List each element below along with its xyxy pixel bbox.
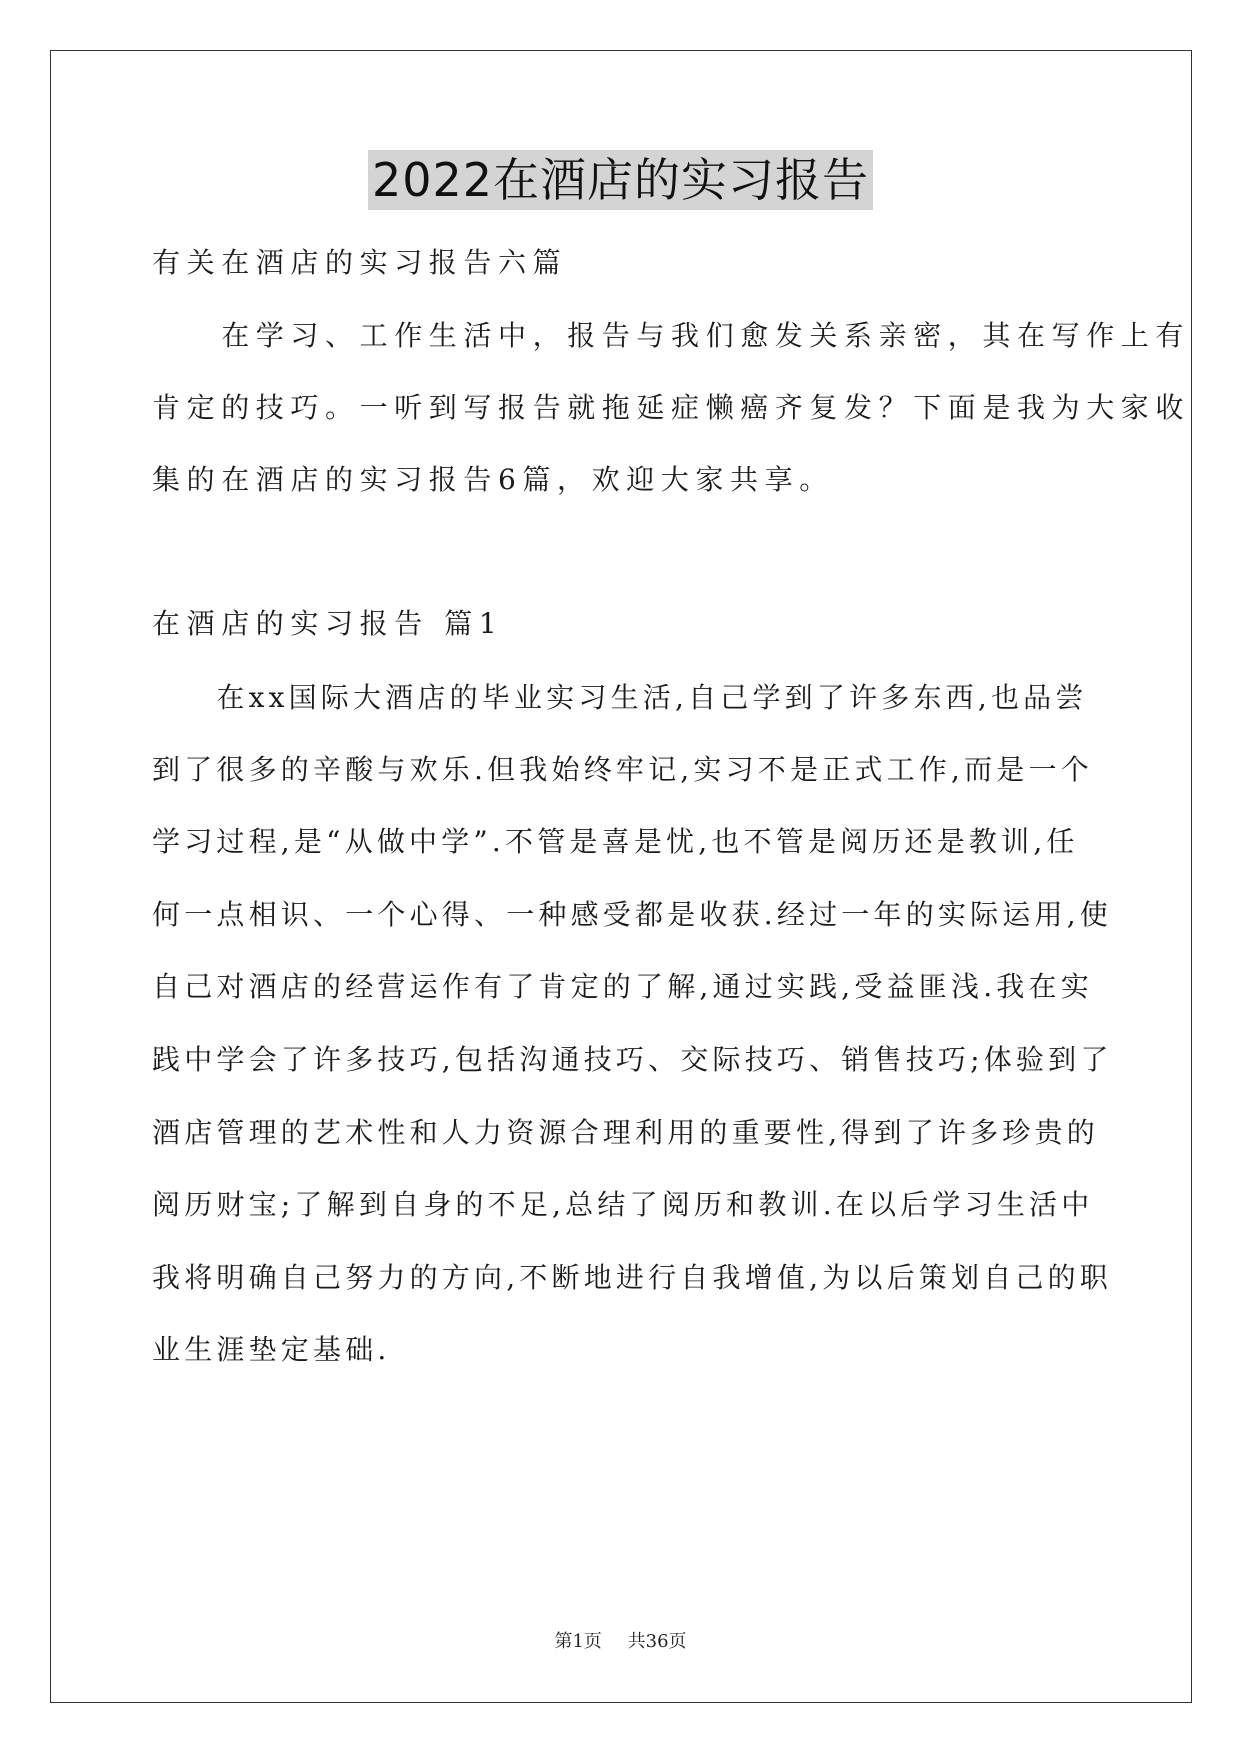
body-line: 践中学会了许多技巧,包括沟通技巧、交际技巧、销售技巧;体验到了: [152, 1043, 1113, 1076]
page-footer: [0, 1627, 1241, 1653]
body-line: 我将明确自己努力的方向,不断地进行自我增值,为以后策划自己的职: [152, 1261, 1113, 1294]
intro-line: 肯定的技巧。一听到写报告就拖延症懒癌齐复发？下面是我为大家收: [152, 391, 1191, 424]
page-frame: [50, 50, 1192, 1703]
document-subtitle: 有关在酒店的实习报告六篇: [152, 246, 568, 279]
page-number: 第1页: [554, 1631, 602, 1652]
intro-line: 在学习、工作生活中，报告与我们愈发关系亲密，其在写作上有: [152, 319, 1191, 352]
body-line: 何一点相识、一个心得、一种感受都是收获.经过一年的实际运用,使: [152, 898, 1113, 931]
title-wrap: [0, 150, 1241, 210]
body-line: 在xx国际大酒店的毕业实习生活,自己学到了许多东西,也品尝: [152, 681, 1088, 714]
body-line: 到了很多的辛酸与欢乐.但我始终牢记,实习不是正式工作,而是一个: [152, 753, 1093, 786]
section-heading: 在酒店的实习报告 篇1: [152, 607, 504, 640]
page-total: 共36页: [627, 1631, 687, 1652]
document-title: 2022在酒店的实习报告: [368, 150, 873, 210]
body-line: 自己对酒店的经营运作有了肯定的了解,通过实践,受益匪浅.我在实: [152, 970, 1093, 1003]
body-line: 酒店管理的艺术性和人力资源合理利用的重要性,得到了许多珍贵的: [152, 1116, 1099, 1149]
intro-line: 集的在酒店的实习报告6篇，欢迎大家共享。: [152, 463, 834, 496]
body-line: 学习过程,是“从做中学”.不管是喜是忧,也不管是阅历还是教训,任: [152, 825, 1079, 858]
body-line: 阅历财宝;了解到自身的不足,总结了阅历和教训.在以后学习生活中: [152, 1188, 1094, 1221]
body-line: 业生涯垫定基础.: [152, 1333, 391, 1366]
